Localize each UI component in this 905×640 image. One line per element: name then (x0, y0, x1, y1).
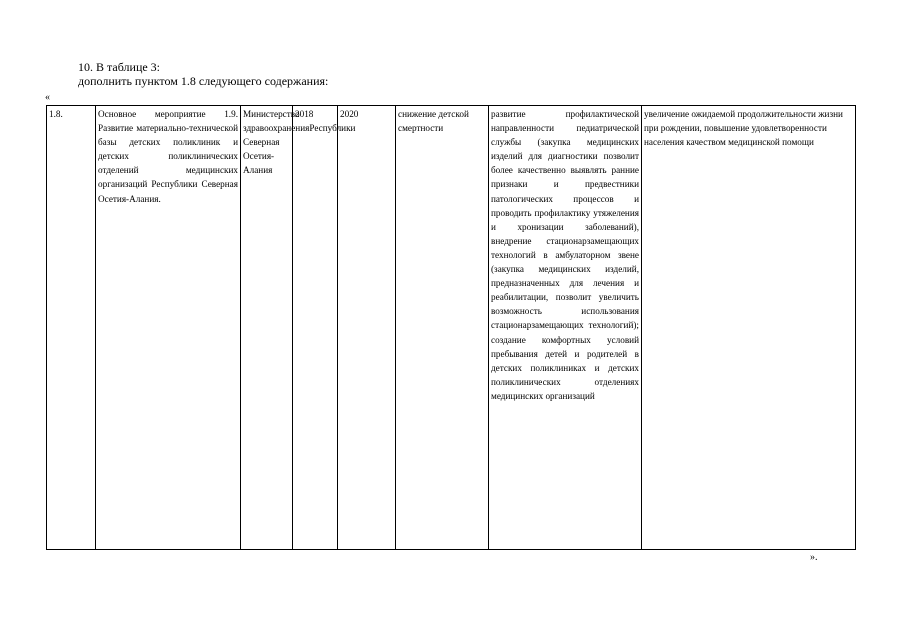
measures-cell: развитие профилактической направленности педиатрической службы (закупка медицинских изделий для диагностики позволит более качественно выявлять ранние признаки и предвестники патологических процессов и проводить профилактику утяжеления и хронизации заболеваний), внедрение стационарзамещающих технологий в амбулаторном звене (закупка медицинских изделий, предназначенных для лечения и реабилитации, позволит увеличить возможность использования стационарзамещающих технологий); создание комфортных условий пребывания детей и родителей в детских поликлиниках и детских поликлинических отделениях медицинских организаций (489, 106, 642, 550)
opening-quote: « (45, 92, 50, 103)
heading-line-2: дополнить пунктом 1.8 следующего содержания: (78, 74, 329, 88)
result-cell: снижение детской смертности (396, 106, 489, 550)
heading-line-1: 10. В таблице 3: (78, 60, 161, 74)
row-number-cell: 1.8. (47, 106, 96, 550)
end-year-cell: 2020 (338, 106, 396, 550)
closing-quote: ». (810, 552, 818, 563)
activity-cell: Основное мероприятие 1.9. Развитие материально-технической базы детских поликлиник и детских поликлинических отделений медицинских организаций Республики Северная Осетия-Алания. (96, 106, 241, 550)
program-table (46, 105, 856, 550)
executor-cell: Министерство здравоохраненияРеспублики Северная Осетия-Алания (241, 106, 293, 550)
effect-cell: увеличение ожидаемой продолжительности жизни при рождении, повышение удовлетворенности населения качеством медицинской помощи (642, 106, 856, 550)
start-year-cell: 2018 (293, 106, 338, 550)
table-row (47, 106, 856, 550)
